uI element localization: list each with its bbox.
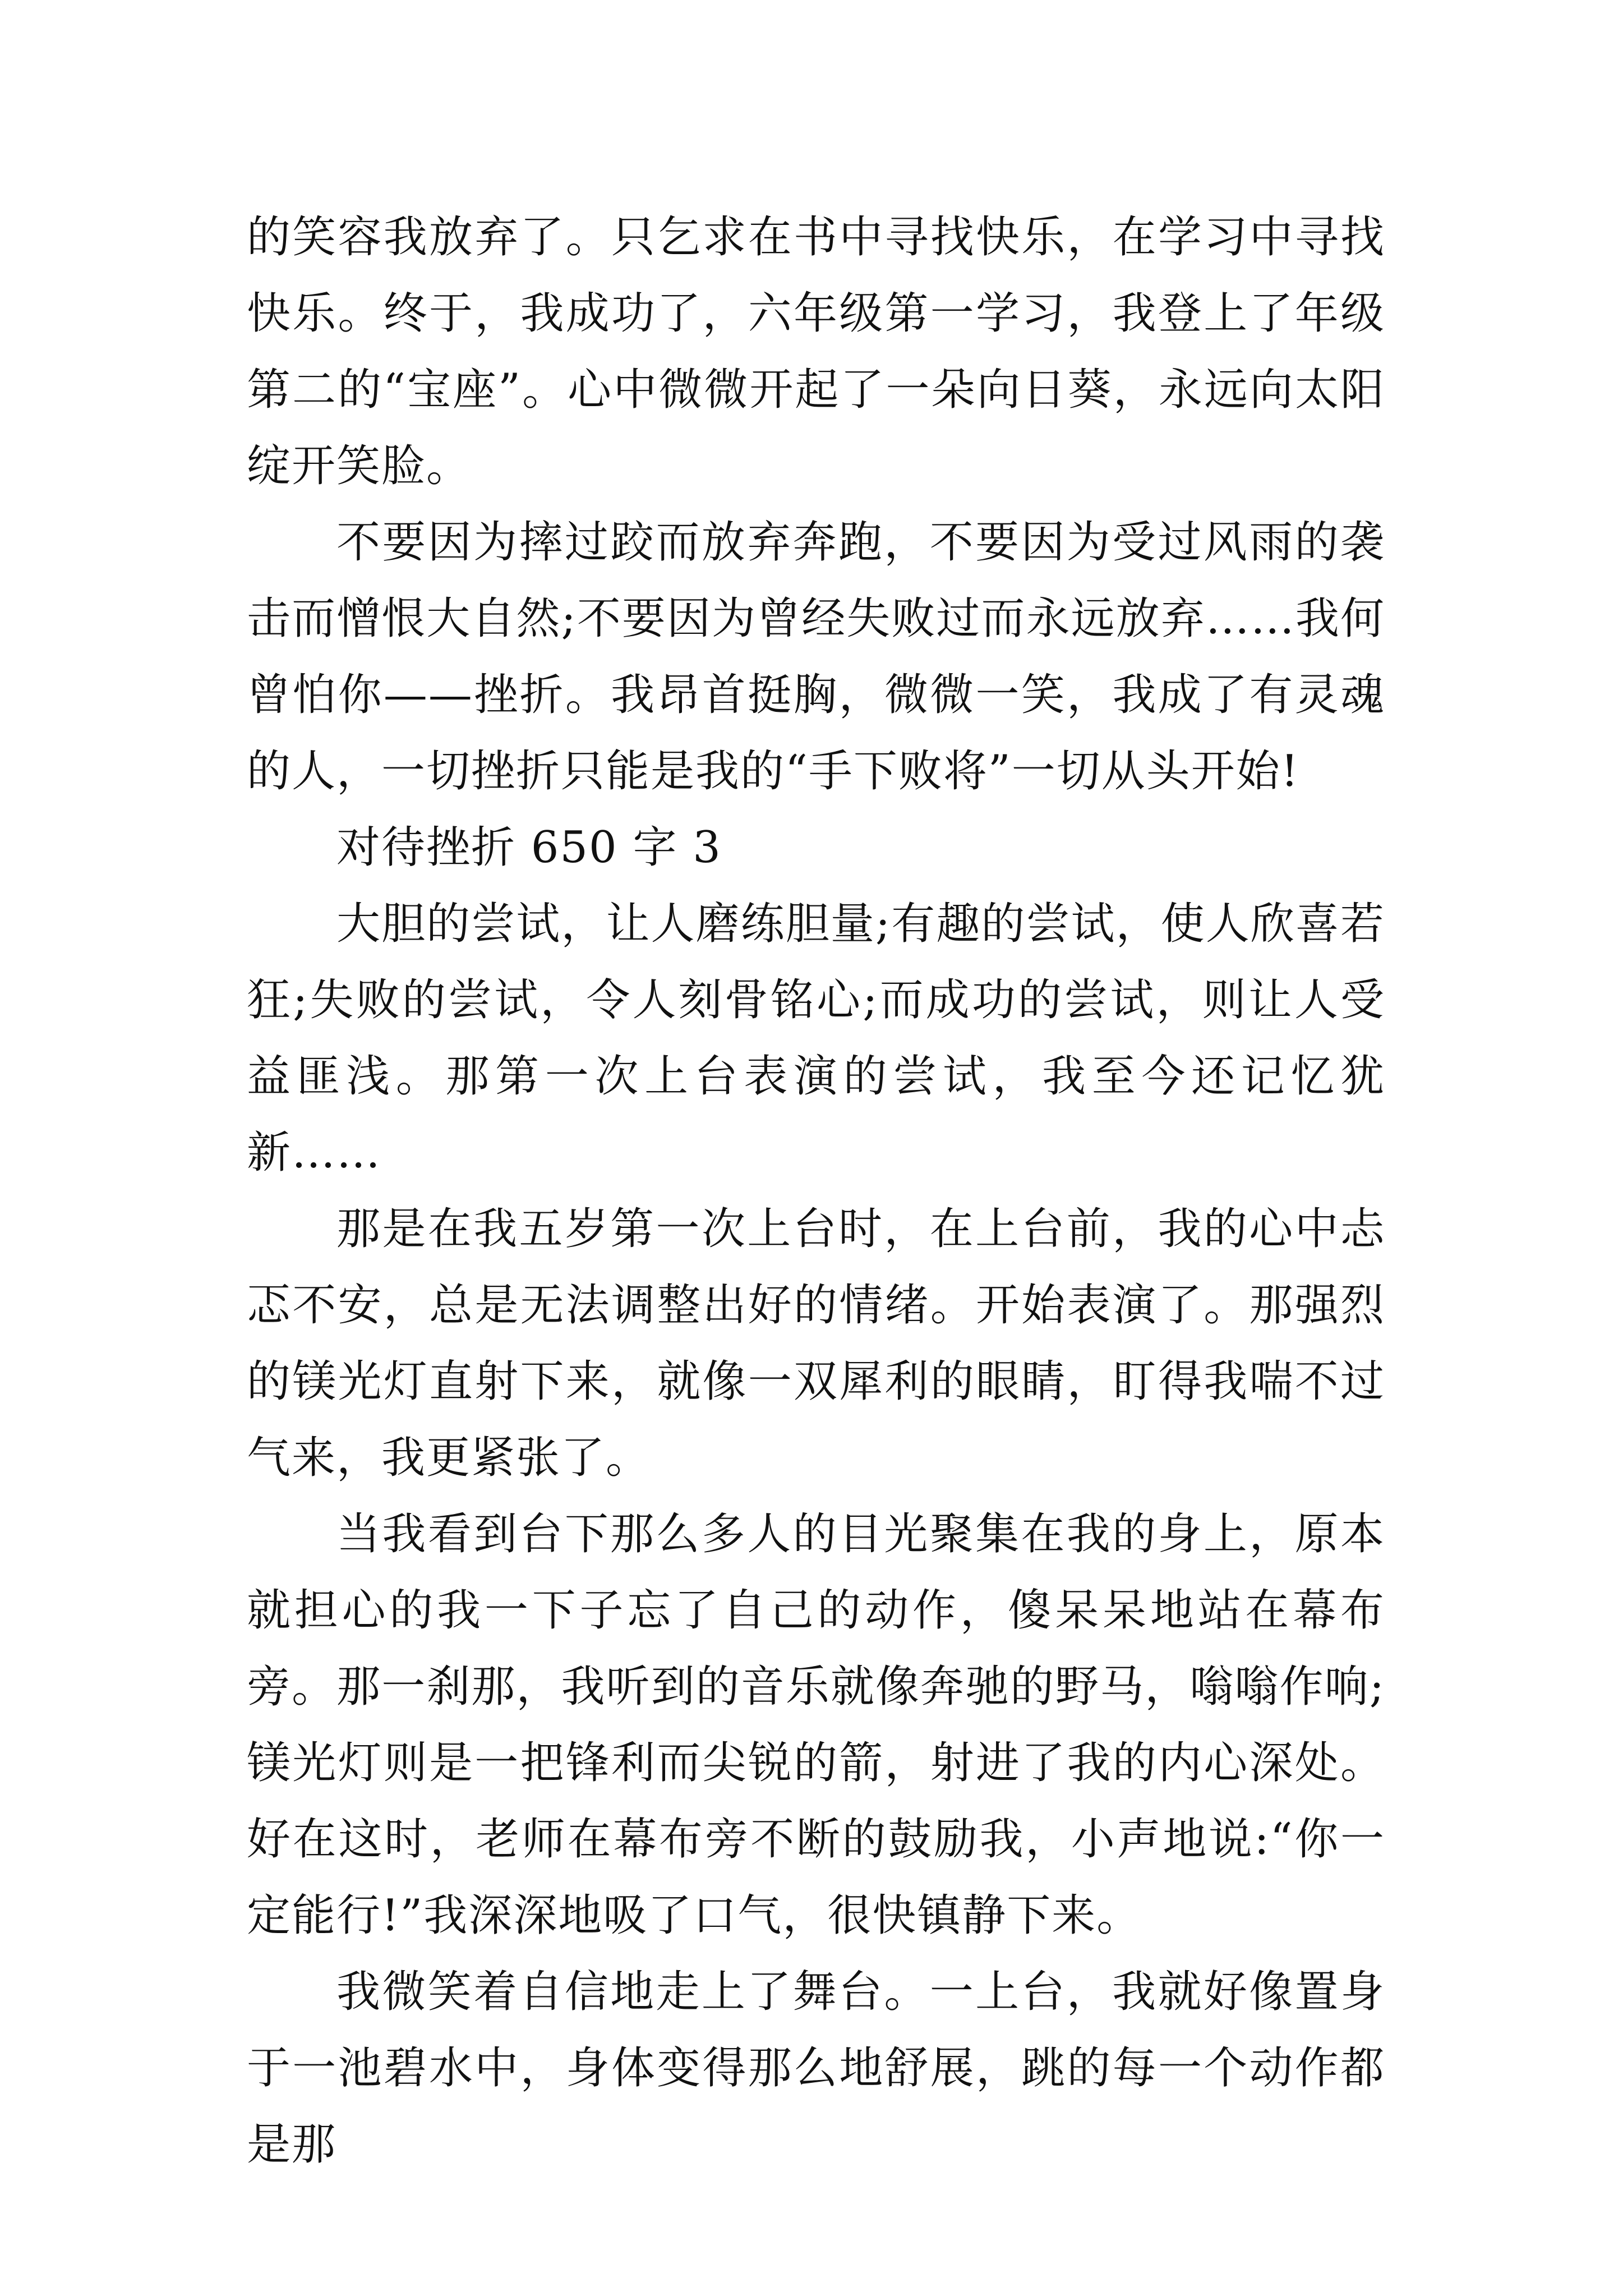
paragraph-3: 大胆的尝试，让人磨练胆量;有趣的尝试，使人欣喜若狂;失败的尝试，令人刻骨铭心;而成功的尝试，则让人受益匪浅。那第一次上台表演的尝试，我至今还记忆犹新……	[247, 899, 1385, 1178]
paragraph-2: 不要因为摔过跤而放弃奔跑，不要因为受过风雨的袭击而憎恨大自然;不要因为曾经失败过而永远放弃……我何曾怕你——挫折。我昂首挺胸，微微一笑，我成了有灵魂的人，一切挫折只能是我的“手下败将”一切从头开始!	[247, 517, 1385, 797]
paragraph-4: 那是在我五岁第一次上台时，在上台前，我的心中忐忑不安，总是无法调整出好的情绪。开始表演了。那强烈的镁光灯直射下来，就像一双犀利的眼睛，盯得我喘不过气来，我更紧张了。	[247, 1204, 1385, 1483]
paragraph-1: 的笑容我放弃了。只乞求在书中寻找快乐，在学习中寻找快乐。终于，我成功了，六年级第一学习，我登上了年级第二的“宝座”。心中微微开起了一朵向日葵，永远向太阳绽开笑脸。	[247, 212, 1385, 491]
section-heading: 对待挫折 650 字 3	[336, 822, 722, 873]
paragraph-5: 当我看到台下那么多人的目光聚集在我的身上，原本就担心的我一下子忘了自己的动作，傻呆呆地站在幕布旁。那一刹那，我听到的音乐就像奔驰的野马，嗡嗡作响;镁光灯则是一把锋利而尖锐的箭，射进了我的内心深处。好在这时，老师在幕布旁不断的鼓励我，小声地说:“你一定能行!”我深深地吸了口气，很快镇静下来。	[247, 1509, 1385, 1941]
document-body	[247, 199, 1385, 2183]
paragraph-6: 我微笑着自信地走上了舞台。一上台，我就好像置身于一池碧水中，身体变得那么地舒展，跳的每一个动作都是那	[247, 1967, 1385, 2170]
